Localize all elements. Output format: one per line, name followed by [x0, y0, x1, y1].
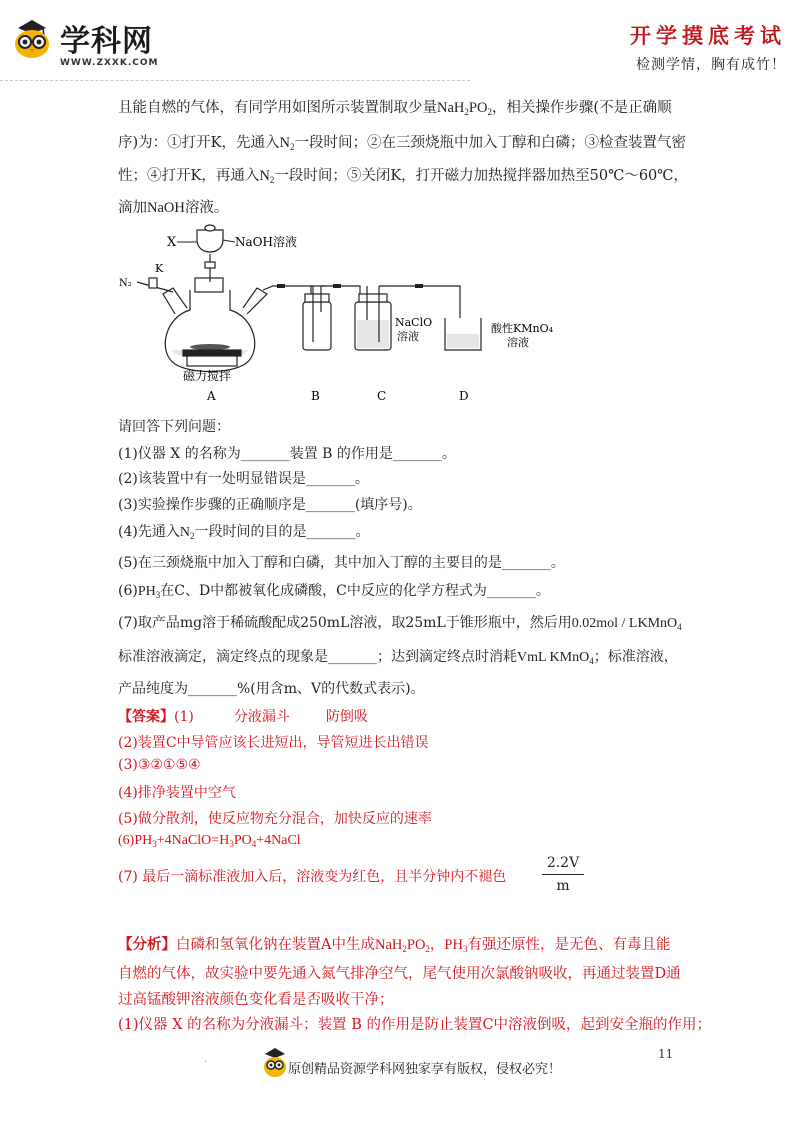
label-x: X	[167, 235, 177, 250]
label-d: D	[459, 389, 469, 403]
intro-line-1: 且能自燃的气体，有同学用如图所示装置制取少量$NaH_2PO_2$，相关操作步骤(不是正确顺	[118, 100, 672, 117]
label-k: K	[155, 262, 164, 275]
label-b: B	[311, 389, 320, 403]
analysis-line-3: 过高锰酸钾溶液颜色变化看是否吸收干净；	[118, 992, 394, 1008]
site-url: WWW.ZXXK.COM	[60, 58, 159, 68]
intro-line-3: 性；④打开K，再通入$N_2$一段时间；⑤关闭K，打开磁力加热搅拌器加热至50℃～60℃，	[118, 168, 689, 185]
header-divider	[0, 80, 470, 82]
question-3: (3)实验操作步骤的正确顺序是_______(填序号)。	[118, 497, 422, 513]
answer-1: 【答案】(1) 分液漏斗 防倒吸	[118, 709, 368, 725]
owl-mascot-icon	[10, 16, 54, 60]
analysis-line-4: (1)仪器 X 的名称为分液漏斗；装置 B 的作用是防止装置C中溶液倒吸，起到安全瓶的作用；	[118, 1017, 712, 1033]
question-7-line-3: 产品纯度为_______%(用含m、V的代数式表示)。	[118, 681, 425, 697]
footer-dot: .	[204, 1054, 208, 1065]
answer-6: $(6)PH_3+4NaClO=H_3PO_4+4NaCl$	[118, 833, 301, 849]
question-7-line-1: (7)取产品mg溶于稀硫酸配成250mL溶液，取25mL于锥形瓶中，然后用0.02mol / LKMnO$_4$	[118, 615, 682, 632]
answer-2: (2)装置C中导管应该长进短出，导管短进长出错误	[118, 735, 429, 751]
label-naclo-2: 溶液	[397, 330, 419, 343]
footer-copyright: 原创精品资源学科网独家享有版权，侵权必究！	[288, 1062, 562, 1077]
label-naclo: NaClO	[395, 316, 433, 329]
brand-name: 学科网	[60, 24, 153, 59]
page-number: 11	[658, 1047, 674, 1061]
questions-intro: 请回答下列问题：	[118, 419, 230, 435]
label-kmno4: 酸性KMnO₄	[491, 322, 553, 335]
answer-7: (7) 最后一滴标准液加入后，溶液变为红色，且半分钟内不褪色	[118, 869, 507, 885]
footer-owl-icon	[262, 1046, 288, 1078]
question-1: (1)仪器 X 的名称为_______装置 B 的作用是_______。	[118, 446, 456, 462]
question-4: (4)先通入$N_2$一段时间的目的是_______。	[118, 524, 370, 541]
answer-4: (4)排净装置中空气	[118, 785, 236, 801]
label-naoh: NaOH溶液	[235, 235, 297, 249]
site-logo	[10, 14, 170, 72]
label-n2: N₂	[119, 278, 132, 289]
intro-line-4: 滴加NaOH溶液。	[118, 200, 229, 216]
question-2: (2)该装置中有一处明显错误是_______。	[118, 471, 369, 487]
slogan-sub: 检测学情，胸有成竹！	[636, 57, 786, 73]
answer-3: (3)③②①⑤④	[118, 757, 201, 773]
question-6: $(6)PH_3$在C、D中都被氧化成磷酸，C中反应的化学方程式为_______。	[118, 583, 550, 600]
label-kmno4-2: 溶液	[507, 336, 529, 349]
slogan-main: 开学摸底考试	[630, 23, 786, 48]
answer-7-fraction: 2.2V m	[538, 855, 588, 894]
label-c: C	[377, 389, 387, 403]
label-a: A	[207, 389, 216, 403]
intro-line-2: 序)为：①打开K，先通入$N_2$一段时间；②在三颈烧瓶中加入丁醇和白磷；③检查装置气密	[118, 135, 686, 152]
label-stir: 磁力搅拌	[183, 369, 232, 383]
analysis-line-2: 自燃的气体，故实验中要先通入氮气排净空气，尾气使用次氯酸钠吸收，再通过装置D通	[118, 966, 681, 982]
answer-5: (5)做分散剂，使反应物充分混合，加快反应的速率	[118, 811, 432, 827]
analysis-line-1: 【分析】白磷和氢氧化钠在装置A中生成$NaH_2PO_2$，$PH_3$有强还原性，是无色、有毒且能	[118, 936, 671, 954]
apparatus-diagram	[115, 222, 575, 407]
question-7-line-2: 标准溶液滴定，滴定终点的现象是_______；达到滴定终点时消耗VmL KMnO$_4$；标准溶液，	[118, 649, 678, 666]
question-5: (5)在三颈烧瓶中加入丁醇和白磷，其中加入丁醇的主要目的是_______。	[118, 555, 565, 571]
